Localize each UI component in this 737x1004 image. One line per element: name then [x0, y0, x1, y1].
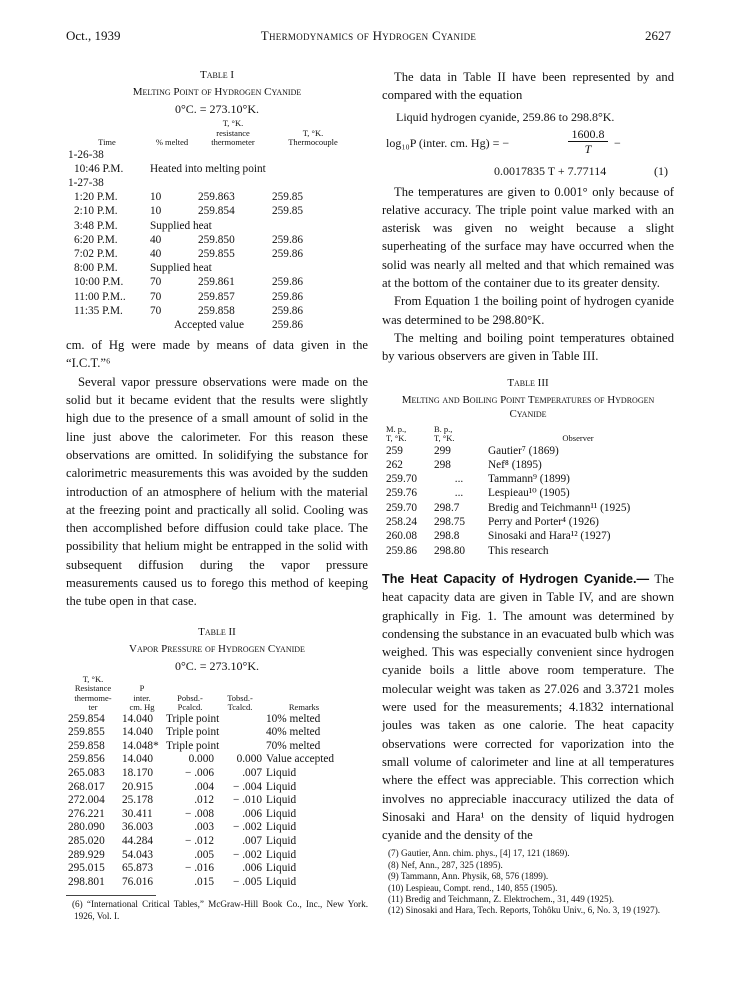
table2-head-pobsd: Pobsd.- [177, 692, 203, 703]
table2-pressure-cell: 14.040 [122, 726, 154, 739]
table2-head-pcalcd: Pcalcd. [177, 702, 203, 713]
table1-resistance-cell: 259.863 [198, 191, 235, 204]
footnote-6: (6) “International Critical Tables,” McGraw-Hill Book Co., Inc., New York. 1926, Vol. I. [72, 899, 368, 921]
table-row [66, 767, 344, 781]
equation-denominator: T [584, 141, 592, 156]
table2-pressure-cell: 65.873 [122, 862, 154, 875]
table-row [66, 781, 344, 795]
table2-temp-cell: 259.856 [68, 753, 105, 766]
table2-temp-cell: 259.858 [68, 739, 105, 752]
table-row [384, 501, 670, 515]
table2-pressure-cell: 14.040 [122, 753, 154, 766]
table1-note-cell: Supplied heat [150, 219, 212, 232]
page-header [66, 28, 671, 46]
table1-head-res-bot: thermometer [211, 137, 255, 147]
table2-remarks-cell: 40% melted [266, 726, 321, 739]
table3-observer-cell: Sinosaki and Hara¹² (1927) [488, 530, 611, 543]
table2-tdiff-cell: .007 [242, 766, 262, 779]
table-row [66, 219, 356, 233]
table2-pdiff-cell: − .016 [185, 862, 214, 875]
table2-pressure-cell: 30.411 [122, 807, 153, 820]
table2-subtitle: 0°C. = 273.10°K. [174, 658, 260, 673]
table2-head-tcalcd: Tcalcd. [227, 702, 253, 713]
table2-pdiff-cell: .012 [194, 794, 214, 807]
equation-tail: − [614, 135, 621, 150]
table3-bp-cell: 298.8 [434, 530, 460, 543]
table3-observer-cell: This research [488, 544, 549, 557]
table2-pdiff-cell: .004 [194, 780, 214, 793]
table2-pdiff-cell: .015 [194, 875, 214, 888]
table3-bp-cell: 298.75 [434, 516, 466, 529]
table-row [66, 876, 344, 890]
table2-temp-cell: 259.854 [68, 712, 105, 725]
footnote: (12) Sinosaki and Hara, Tech. Reports, Tohôku Univ., 6, No. 3, 19 (1927). [388, 905, 661, 916]
table2-temp-cell: 285.020 [68, 834, 105, 847]
footnote: (11) Bredig and Teichmann, Z. Elektrochem., 31, 449 (1925). [388, 894, 614, 905]
table1-melted-cell: 10 [150, 205, 162, 218]
table-row [66, 808, 344, 822]
table2-pressure-cell: 36.003 [122, 821, 154, 834]
table1-subtitle: 0°C. = 273.10°K. [174, 102, 260, 116]
table1-resistance-cell: 259.857 [198, 290, 235, 303]
table1-note-cell: Supplied heat [150, 262, 212, 275]
section-heading: The Heat Capacity of Hydrogen Cyanide.— [382, 571, 650, 586]
table1-head-res-top: T, °K. [222, 118, 244, 128]
table2-pressure-cell: 54.043 [122, 848, 154, 861]
right-paragraph-1: The data in Table II have been represented by and compared with the equation [382, 70, 674, 103]
equation-lhs: log₁₀P (inter. cm. Hg) = − [386, 135, 510, 150]
table2-tdiff-cell: − .002 [233, 848, 262, 861]
table1-time-cell: 11:00 P.M.. [74, 290, 126, 303]
table2-remarks-cell: Liquid [266, 794, 297, 807]
table2-tdiff-cell: − .004 [233, 780, 262, 793]
table1-time-cell: 2:10 P.M. [74, 205, 118, 218]
table1-time-cell: 7:02 P.M. [74, 247, 118, 260]
table1-head-thermo-top: T, °K. [302, 127, 324, 138]
table2-temp-cell: 259.855 [68, 726, 105, 739]
table1-time-cell: 10:00 P.M. [74, 276, 124, 289]
table3-bp-cell: ... [454, 487, 464, 500]
table2-remarks-cell: Liquid [266, 780, 297, 793]
table2-tdiff-cell: 0.000 [236, 753, 262, 766]
footnote: (9) Tammann, Ann. Physik, 68, 576 (1899). [388, 871, 549, 882]
equation-line2 [382, 163, 674, 179]
table2-pressure-cell: 44.284 [122, 834, 154, 847]
table2-pressure-cell: 14.048* [122, 739, 159, 752]
table3-observer-cell: Tammann⁹ (1899) [488, 473, 570, 486]
header-title: Thermodynamics of Hydrogen Cyanide [260, 28, 477, 43]
table3-mp-cell: 259.86 [386, 544, 418, 557]
footnote: (8) Nef, Ann., 287, 325 (1895). [388, 859, 503, 870]
table3-observer-cell: Nef⁸ (1895) [488, 458, 542, 471]
table2-tdiff-cell: .007 [242, 834, 262, 847]
table3-head-bp2: T, °K. [434, 433, 455, 444]
table1-head-res-mid: resistance [216, 127, 250, 138]
table2-note-cell: Triple point [166, 726, 220, 739]
table-row [384, 444, 670, 458]
table2-pressure-cell: 76.016 [122, 875, 154, 888]
table3-mp-cell: 260.08 [386, 530, 418, 543]
table-row [66, 713, 344, 727]
table-row [66, 247, 356, 261]
table3-mp-cell: 259.70 [386, 501, 418, 514]
table3-title: Melting and Boiling Point Temperatures of Hydrogen Cyanide [401, 393, 655, 420]
table2-remarks-cell: 70% melted [266, 739, 321, 752]
table2-remarks-cell: 10% melted [266, 712, 321, 725]
table1-melted-cell: 70 [150, 304, 162, 317]
table1-head-melted: % melted [155, 137, 189, 147]
table-row [384, 472, 670, 486]
table2-head-remarks: Remarks [288, 702, 320, 713]
table1-head-thermo-bot: Thermocouple [288, 137, 338, 147]
table1-time-cell: 11:35 P.M. [74, 304, 123, 317]
table1-head-time: Time [98, 137, 116, 147]
table2-head-p3: cm. Hg [129, 702, 155, 713]
table-row [66, 233, 356, 247]
table3-bp-cell: 298.7 [434, 501, 460, 514]
table2-temp-cell: 265.083 [68, 766, 105, 779]
equation-numerator: 1600.8 [568, 127, 608, 142]
footnote-left [66, 899, 368, 922]
table1-note-cell [148, 176, 356, 190]
table1-thermocouple-cell: 259.86 [272, 304, 304, 317]
table2-remarks-cell: Liquid [266, 807, 297, 820]
table2-pressure-cell: 18.170 [122, 766, 154, 779]
table2-temp-cell: 276.221 [68, 807, 105, 820]
table1-thermocouple-cell: 259.86 [272, 276, 304, 289]
table3-head-mp1: M. p., [386, 423, 407, 434]
table-row [384, 544, 670, 558]
table-row [66, 794, 344, 808]
table1-time-cell: 3:48 P.M. [74, 219, 118, 232]
table1-thermocouple-cell: 259.86 [272, 318, 304, 331]
table2-head-tobsd: Tobsd.- [227, 692, 253, 703]
right-paragraph-3: From Equation 1 the boiling point of hydrogen cyanide was determined to be 298.80°K. [382, 294, 674, 327]
equation-number: (1) [654, 163, 668, 178]
table1-melted-cell: 40 [150, 233, 162, 246]
equation-fraction [568, 127, 608, 156]
table-row [384, 529, 670, 543]
table2-temp-cell: 272.004 [68, 794, 105, 807]
table2-pdiff-cell: − .012 [185, 834, 214, 847]
table2-temp-cell: 295.015 [68, 862, 105, 875]
table1-accepted-label: Accepted value [174, 318, 244, 331]
table2-head-t3: thermome- [74, 692, 112, 703]
table3-bp-cell: 298.80 [434, 544, 466, 557]
table2-label: Table II [198, 625, 236, 638]
table2-pressure-cell: 20.915 [122, 780, 154, 793]
table2-note-cell: Triple point [166, 712, 220, 725]
table3-bp-cell: 299 [434, 444, 451, 457]
footnote: (7) Gautier, Ann. chim. phys., [4] 17, 121 (1869). [388, 848, 570, 859]
table2-pdiff-cell: − .008 [185, 807, 214, 820]
table-row [66, 740, 344, 754]
table2-pdiff-cell: .003 [194, 821, 214, 834]
table3-observer-cell: Gautier⁷ (1869) [488, 444, 559, 457]
table-row [384, 486, 670, 500]
table1-melted-cell: 10 [150, 191, 162, 204]
table1-melted-cell: 70 [150, 290, 162, 303]
footnotes-right [382, 848, 674, 916]
table3-head-mp2: T, °K. [386, 433, 407, 444]
table1-note-cell: Heated into melting point [150, 162, 266, 175]
table1-time-cell: 1:20 P.M. [74, 191, 118, 204]
table1-time-cell: 8:00 P.M. [74, 262, 118, 275]
table2-remarks-cell: Liquid [266, 875, 297, 888]
table3-head-observer: Observer [562, 433, 594, 444]
table2-pdiff-cell: 0.000 [188, 753, 214, 766]
table-row [66, 261, 356, 275]
table2-head-t1: T, °K. [82, 673, 104, 684]
table1-thermocouple-cell: 259.85 [272, 191, 304, 204]
table3-observer-cell: Bredig and Teichmann¹¹ (1925) [488, 501, 631, 514]
header-page-number: 2627 [645, 28, 671, 43]
table1-melted-cell: 70 [150, 276, 162, 289]
table2-head-p1: P [139, 683, 145, 694]
table1-resistance-cell: 259.861 [198, 276, 235, 289]
table-row [66, 726, 344, 740]
table2-tdiff-cell: − .005 [233, 875, 262, 888]
table2 [66, 675, 344, 890]
table1-time-cell: 6:20 P.M. [74, 233, 118, 246]
table1-time-cell: 1-26-38 [68, 148, 104, 161]
table3-observer-cell: Lespieau¹⁰ (1905) [488, 487, 570, 500]
table-row [66, 162, 356, 176]
table1-resistance-cell: 259.854 [198, 205, 235, 218]
table2-tdiff-cell: − .010 [233, 794, 262, 807]
right-paragraph-4: The melting and boiling point temperatures obtained by various observers are given in Table III. [382, 330, 674, 364]
table-row [66, 318, 356, 332]
table1-melted-cell: 40 [150, 247, 162, 260]
footnote: (10) Lespieau, Compt. rend., 140, 855 (1905). [388, 882, 558, 893]
table-row [66, 862, 344, 876]
table3-bp-cell: ... [454, 473, 464, 486]
table-row [66, 148, 356, 162]
table2-title: Vapor Pressure of Hydrogen Cyanide [129, 642, 305, 655]
table-row [66, 835, 344, 849]
table-row [384, 515, 670, 529]
header-date: Oct., 1939 [66, 28, 121, 43]
table1-time-cell: 1-27-38 [68, 176, 104, 189]
table2-remarks-cell: Liquid [266, 834, 297, 847]
table1-resistance-cell: 259.858 [198, 304, 235, 317]
table3-label: Table III [507, 376, 549, 389]
table3-mp-cell: 259.76 [386, 487, 418, 500]
right-column [382, 68, 674, 917]
left-paragraph-1: cm. of Hg were made by means of data given in the “I.C.T.”⁶ [66, 338, 368, 371]
table-row [66, 290, 356, 304]
table3-mp-cell: 262 [386, 458, 403, 471]
table3-mp-cell: 259.70 [386, 473, 418, 486]
section-body: The heat capacity data are given in Table IV, and are shown graphically in Fig. 1. The amount was determined by condensing the substance in an evacuated bulb which was weighed. This was especially convenient since hydrogen cyanide boils a little above room temperature. The molecular weight was taken as 27.026 and 3.3721 moles were used for the measurements; 4.1832 international joules was taken as one calorie. The heat capacity observations were corrected for vaporization into the small volume of calorimeter and line at all temperatures where the effect was appreciable. This correction which involves no appreciable inaccuracy utilized the data of Sinosaki and Hara¹ on the density of liquid hydrogen cyanide and the density of the [382, 571, 674, 843]
table-row [66, 821, 344, 835]
footnote-rule-left [66, 895, 156, 896]
heat-capacity-section [382, 570, 674, 844]
table1-label: Table I [199, 69, 235, 81]
table3-head-bp1: B. p., [434, 423, 453, 434]
table1-thermocouple-cell: 259.85 [272, 205, 304, 218]
table2-tdiff-cell: − .002 [233, 821, 262, 834]
table2-pressure-cell: 14.040 [122, 712, 154, 725]
table-row [66, 304, 356, 318]
left-paragraph-2: Several vapor pressure observations were made on the solid but it became evident that the results were slightly high due to the presence of a small amount of solid in the line just above the calorimeter. For this reason these observations are omitted. In solidifying the substance for calorimetric measurements this was avoided by the sudden introduction of an atmosphere of helium with the material at the freezing point and practically all solid. Cooling was then accomplished before diffusion could take place. The possibility that helium might be entrapped in the solid with subsequent diffusion during the vapor pressure measurements caused us to forego this method of keeping the tube open in that case. [66, 374, 368, 609]
table-row [66, 753, 344, 767]
table2-tdiff-cell: .006 [242, 807, 262, 820]
equation-label: Liquid hydrogen cyanide, 259.86 to 298.8°K. [396, 109, 615, 124]
table1-time-cell: 10:46 P.M. [74, 162, 124, 175]
equation-line2-text: 0.0017835 T + 7.77114 [494, 163, 607, 178]
table2-temp-cell: 268.017 [68, 780, 105, 793]
table2-head-p2: inter. [133, 692, 151, 703]
table2-remarks-cell: Liquid [266, 821, 297, 834]
table-row [384, 458, 670, 472]
table2-head-t2: Resistance [74, 683, 112, 694]
table3-observer-cell: Perry and Porter⁴ (1926) [488, 516, 599, 529]
table3-mp-cell: 259 [386, 444, 403, 457]
table-row [66, 190, 356, 204]
right-paragraph-2: The temperatures are given to 0.001° only because of relative accuracy. The triple point value marked with an asterisk was given no weight because a slight superheating of the surface may have occurred when the solid was nearly all melted and that which remained was at the bottom of the container due to its greater density. [382, 184, 674, 291]
table2-remarks-cell: Liquid [266, 848, 297, 861]
table-row [66, 849, 344, 863]
table3-mp-cell: 258.24 [386, 516, 418, 529]
table2-pdiff-cell: − .006 [185, 766, 214, 779]
table1-resistance-cell: 259.850 [198, 233, 235, 246]
table2-note-cell: Triple point [166, 739, 220, 752]
table1-resistance-cell: 259.855 [198, 247, 235, 260]
table2-pdiff-cell: .005 [194, 848, 214, 861]
table2-temp-cell: 289.929 [68, 848, 105, 861]
table1-time-cell [66, 318, 148, 332]
table2-temp-cell: 280.090 [68, 821, 105, 834]
table1-note-cell [148, 148, 356, 162]
table3-bp-cell: 298 [434, 458, 451, 471]
table1 [66, 119, 356, 332]
table2-remarks-cell: Liquid [266, 766, 297, 779]
table-row [66, 275, 356, 289]
table1-thermocouple-cell: 259.86 [272, 233, 304, 246]
table2-pressure-cell: 25.178 [122, 794, 154, 807]
table2-temp-cell: 298.801 [68, 875, 105, 888]
table1-thermocouple-cell: 259.86 [272, 247, 304, 260]
table-row [66, 204, 356, 218]
left-column [66, 68, 368, 922]
table2-remarks-cell: Value accepted [266, 753, 335, 766]
table2-head-t4: ter [88, 702, 98, 713]
table1-title: Melting Point of Hydrogen Cyanide [132, 86, 302, 98]
table-row [66, 176, 356, 190]
equation [382, 127, 674, 163]
table2-tdiff-cell: .006 [242, 862, 262, 875]
table3 [384, 425, 670, 558]
table1-thermocouple-cell: 259.86 [272, 290, 304, 303]
table2-remarks-cell: Liquid [266, 862, 297, 875]
